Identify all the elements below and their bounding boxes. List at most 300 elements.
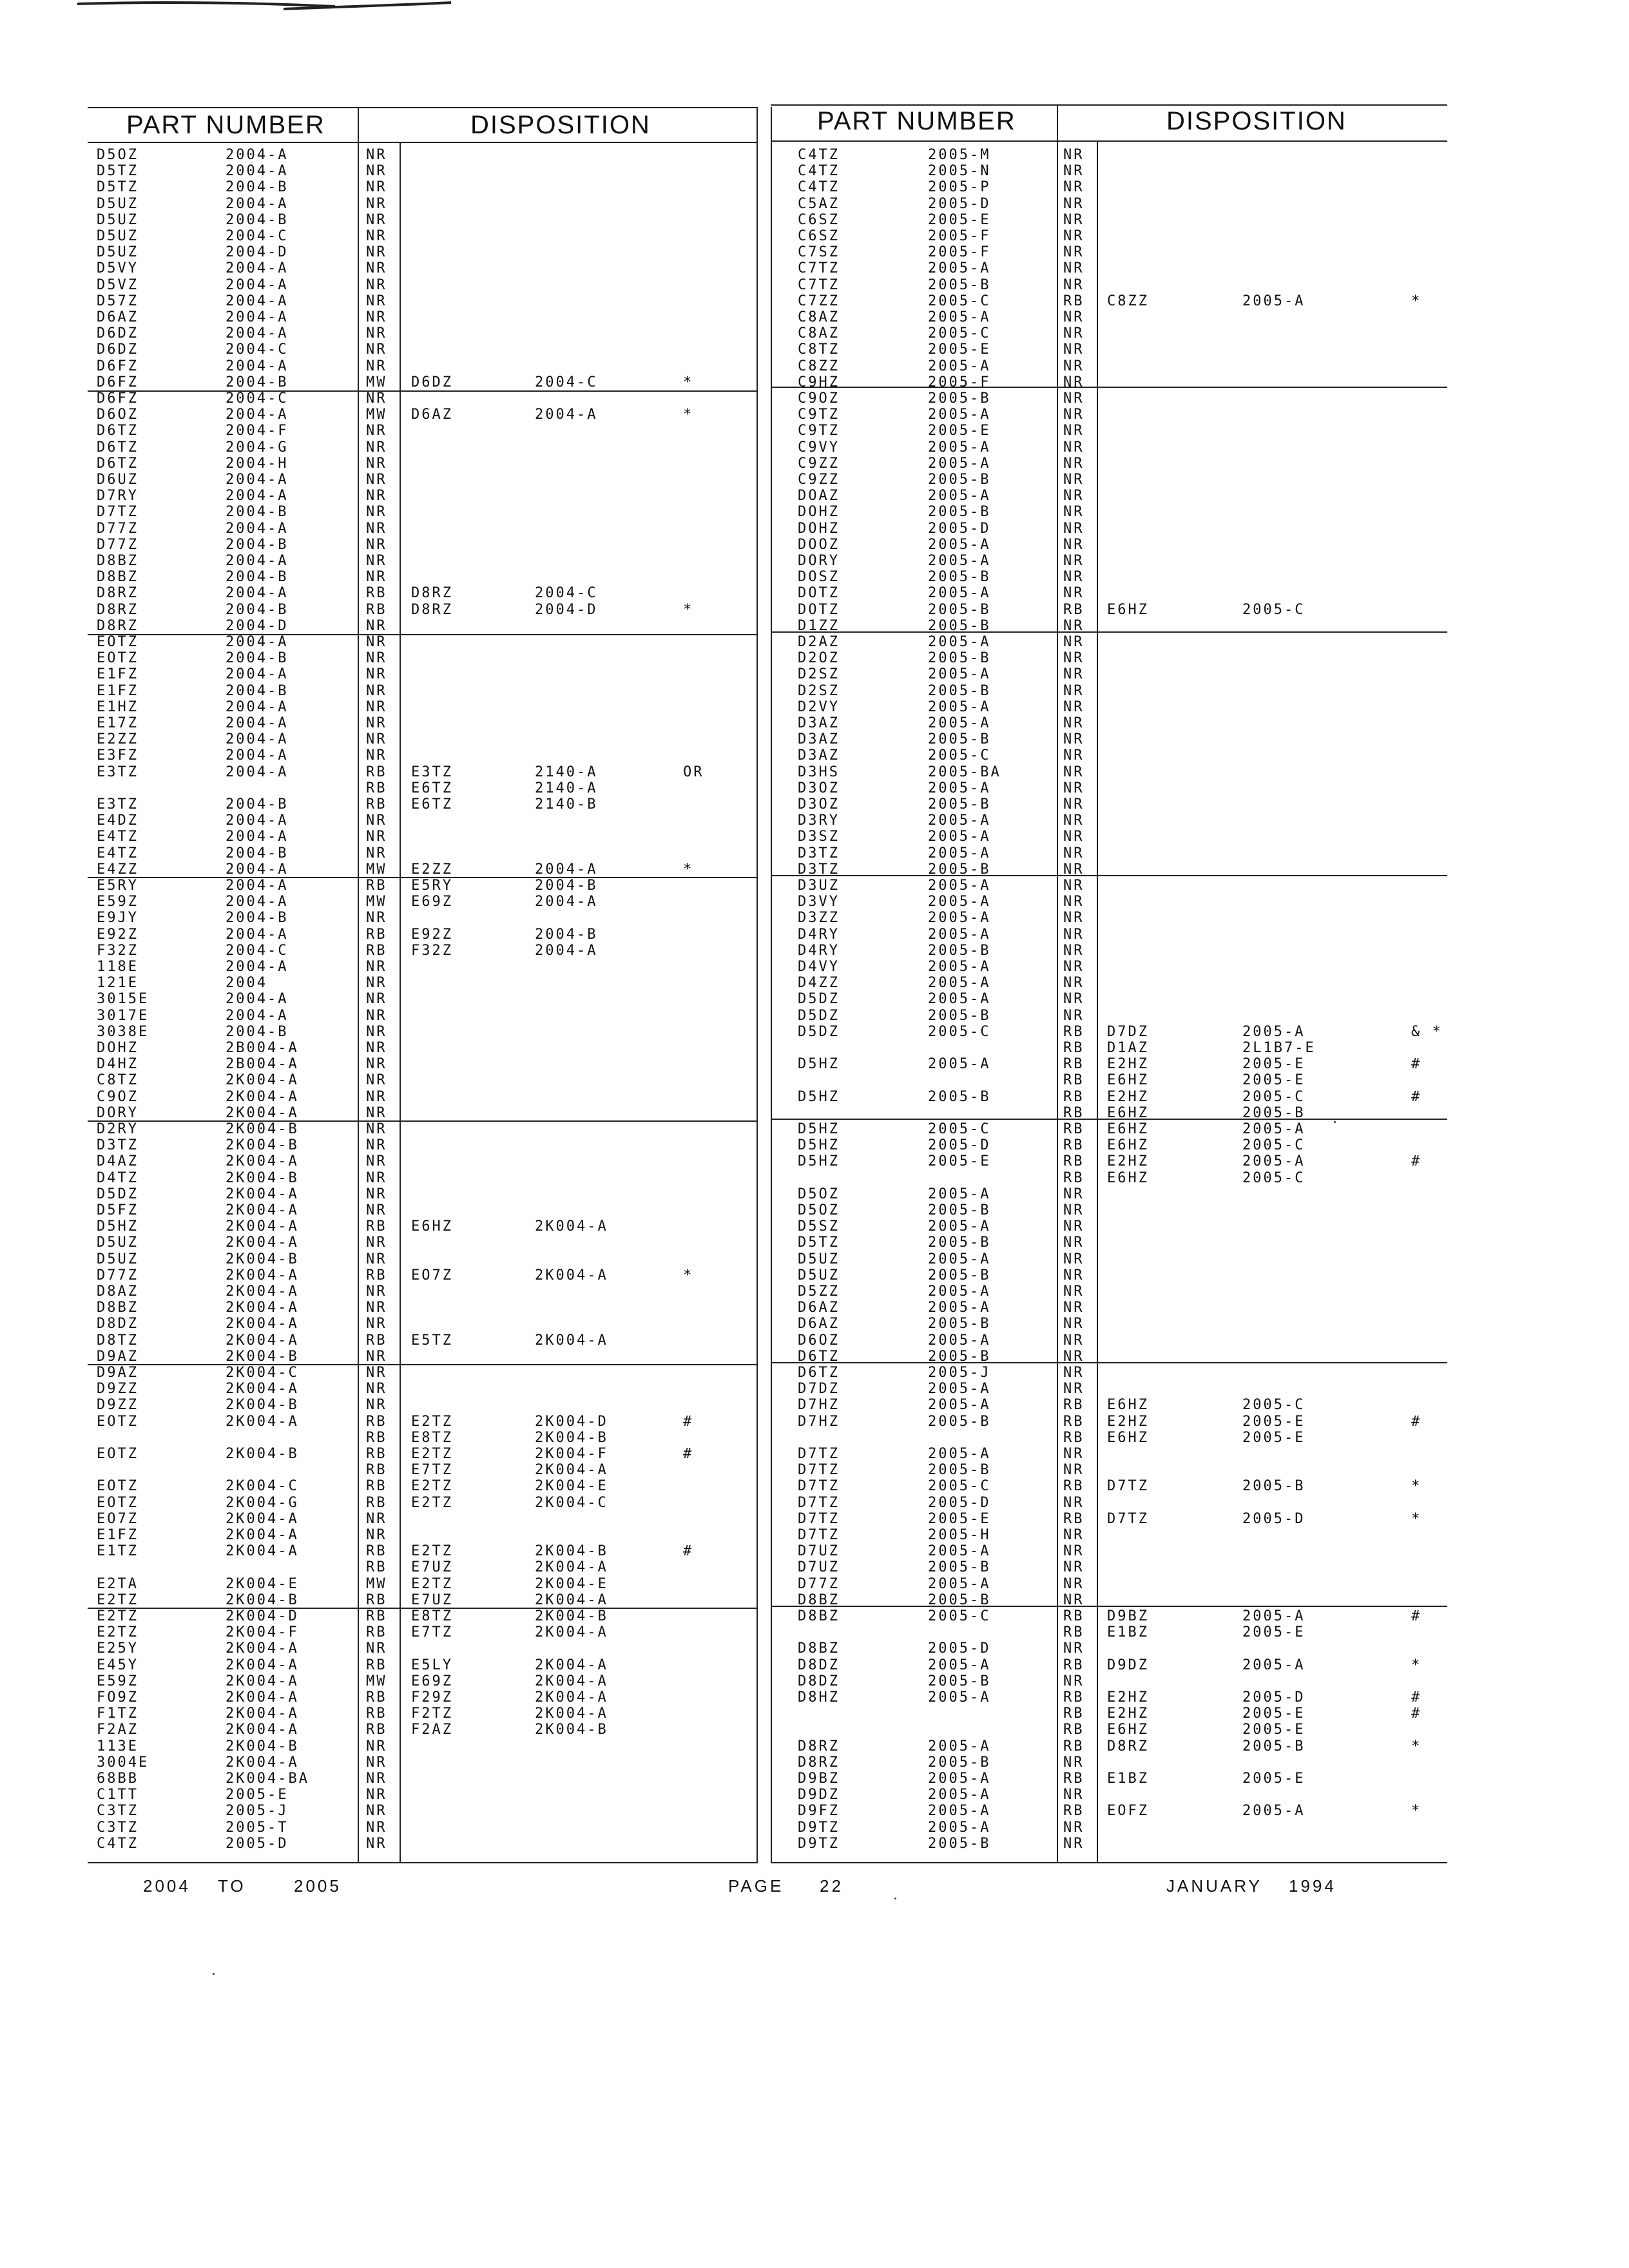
disposition-code: RB	[366, 1429, 387, 1446]
table-row	[773, 1836, 1447, 1852]
part-suffix: 2004-A	[226, 260, 289, 277]
replacement-suffix: 2K004-E	[535, 1478, 608, 1495]
part-prefix: C9ZZ	[798, 455, 840, 472]
disposition-code: NR	[366, 195, 387, 212]
replacement-suffix: 2140-A	[535, 780, 598, 796]
replacement-prefix: E2HZ	[1107, 1689, 1149, 1706]
part-prefix: D3RY	[798, 812, 840, 829]
disposition-code: NR	[1063, 731, 1084, 748]
part-suffix: 2004-A	[226, 959, 289, 975]
table-row	[90, 228, 754, 244]
note-mark: #	[1411, 1088, 1422, 1105]
table-row	[773, 894, 1447, 910]
table-row	[773, 585, 1447, 601]
part-prefix: D6DZ	[97, 325, 139, 342]
part-suffix: 2005-B	[928, 796, 991, 812]
table-row	[773, 1170, 1447, 1186]
disposition-code: NR	[1063, 1316, 1084, 1332]
table-row	[90, 439, 754, 456]
part-prefix: C9HZ	[798, 374, 840, 390]
part-prefix: D8RZ	[97, 585, 139, 602]
part-suffix: 2K004-A	[226, 1673, 299, 1689]
part-prefix: D8DZ	[97, 1316, 139, 1332]
replacement-suffix: 2005-A	[1242, 1608, 1306, 1624]
replacement-prefix: D9BZ	[1107, 1608, 1149, 1624]
table-row	[773, 179, 1447, 195]
table-row	[773, 1446, 1447, 1462]
table-row	[773, 1576, 1447, 1592]
replacement-prefix: D6DZ	[411, 374, 453, 390]
disposition-code: NR	[366, 991, 387, 1008]
part-suffix: 2005-F	[928, 374, 991, 390]
replacement-suffix: 2140-A	[535, 764, 598, 780]
part-suffix: 2005-A	[928, 845, 991, 861]
table-row	[773, 1056, 1447, 1072]
part-suffix: 2005-B	[928, 1754, 991, 1771]
disposition-code: NR	[366, 1137, 387, 1154]
disposition-code: NR	[366, 1381, 387, 1398]
table-row	[90, 683, 754, 699]
table-row	[90, 1267, 754, 1283]
replacement-prefix: E3TZ	[411, 764, 453, 780]
disposition-code: NR	[1063, 747, 1084, 764]
part-suffix: 2K004-E	[226, 1575, 299, 1592]
part-suffix: 2005-A	[928, 407, 991, 423]
part-suffix: 2004-A	[226, 358, 289, 374]
part-prefix: EOTZ	[97, 1478, 139, 1495]
part-prefix: D5UZ	[97, 195, 139, 212]
part-prefix: D9AZ	[97, 1365, 139, 1381]
disposition-code: RB	[1063, 1657, 1084, 1673]
replacement-suffix: 2005-E	[1242, 1706, 1306, 1722]
table-row	[90, 1008, 754, 1024]
part-suffix: 2004-B	[226, 845, 289, 861]
part-suffix: 2005-A	[928, 894, 991, 910]
disposition-code: NR	[366, 975, 387, 992]
table-row	[90, 1251, 754, 1267]
table-row	[773, 1283, 1447, 1300]
table-row	[773, 991, 1447, 1007]
right-table-bottom-rule	[771, 1862, 1447, 1863]
part-prefix: E5RY	[97, 878, 139, 894]
replacement-prefix: EOFZ	[1107, 1803, 1149, 1820]
part-prefix: D8BZ	[97, 1300, 139, 1316]
part-prefix: D9TZ	[798, 1819, 840, 1836]
note-mark: #	[683, 1543, 694, 1560]
footer-page-label: PAGE	[728, 1876, 784, 1896]
part-prefix: C8AZ	[798, 309, 840, 325]
table-row	[90, 1202, 754, 1218]
table-row	[90, 845, 754, 861]
table-row	[773, 423, 1447, 439]
disposition-code: NR	[1063, 472, 1084, 488]
disposition-code: RB	[1063, 1429, 1084, 1446]
table-row	[773, 260, 1447, 276]
table-row	[90, 715, 754, 731]
part-prefix: DOTZ	[798, 585, 840, 602]
table-row	[90, 1381, 754, 1397]
part-prefix: C6SZ	[798, 228, 840, 244]
replacement-prefix: E2TZ	[411, 1413, 453, 1430]
right-part-number-header: PART NUMBER	[817, 107, 1016, 135]
disposition-code: RB	[1063, 1478, 1084, 1495]
table-row	[90, 1121, 754, 1137]
replacement-suffix: 2004-A	[535, 942, 598, 959]
disposition-code: NR	[1063, 1235, 1084, 1251]
footer-page-number: 22	[820, 1876, 843, 1896]
table-row	[773, 147, 1447, 163]
part-prefix: C4TZ	[798, 147, 840, 163]
part-suffix: 2005-B	[928, 942, 991, 959]
part-prefix: C3TZ	[97, 1803, 139, 1820]
part-prefix: D5OZ	[97, 147, 139, 163]
disposition-code: NR	[1063, 325, 1084, 342]
part-prefix: E1FZ	[97, 666, 139, 683]
disposition-code: NR	[1063, 845, 1084, 861]
table-row	[90, 1478, 754, 1494]
table-row	[90, 861, 754, 878]
disposition-code: RB	[366, 1559, 387, 1576]
table-row	[90, 1186, 754, 1202]
part-suffix: 2K004-A	[226, 1104, 299, 1121]
table-row	[773, 1121, 1447, 1137]
part-prefix: D3AZ	[798, 747, 840, 764]
part-prefix: 3017E	[97, 1007, 149, 1024]
replacement-suffix: 2K004-A	[535, 1673, 608, 1689]
part-prefix: D6UZ	[97, 472, 139, 488]
replacement-suffix: 2K004-A	[535, 1559, 608, 1576]
part-suffix: 2005-A	[928, 1332, 991, 1349]
right-table-top-rule	[771, 104, 1447, 106]
part-prefix: D5HZ	[798, 1121, 840, 1137]
part-suffix: 2005-B	[928, 1007, 991, 1024]
disposition-code: NR	[366, 276, 387, 293]
part-suffix: 2005-A	[928, 455, 991, 472]
part-suffix: 2K004-C	[226, 1478, 299, 1495]
table-row	[773, 1267, 1447, 1283]
part-prefix: D5TZ	[97, 179, 139, 196]
disposition-code: NR	[366, 715, 387, 731]
disposition-code: RB	[366, 1218, 387, 1235]
disposition-code: RB	[1063, 1689, 1084, 1706]
table-row	[90, 390, 754, 407]
part-prefix: D57Z	[97, 293, 139, 309]
part-prefix: C9OZ	[798, 390, 840, 407]
part-suffix: 2005-A	[928, 260, 991, 277]
replacement-prefix: E6HZ	[1107, 1169, 1149, 1186]
disposition-code: RB	[366, 585, 387, 602]
part-prefix: E25Y	[97, 1640, 139, 1657]
replacement-suffix: 2005-A	[1242, 1657, 1306, 1673]
disposition-code: NR	[366, 1283, 387, 1300]
disposition-code: MW	[366, 374, 387, 390]
note-mark: #	[683, 1413, 694, 1430]
part-suffix: 2004-B	[226, 536, 289, 553]
table-row	[773, 1803, 1447, 1819]
table-row	[90, 731, 754, 747]
note-mark: *	[1411, 1478, 1422, 1495]
part-suffix: 2004-A	[226, 195, 289, 212]
replacement-prefix: E5RY	[411, 878, 453, 894]
table-row	[773, 634, 1447, 650]
table-row	[773, 1608, 1447, 1624]
table-row	[773, 1511, 1447, 1527]
part-suffix: 2005-A	[928, 553, 991, 569]
part-prefix: D4TZ	[97, 1169, 139, 1186]
disposition-code: NR	[366, 1202, 387, 1218]
part-suffix: 2005-B	[928, 472, 991, 488]
part-prefix: D6OZ	[97, 407, 139, 423]
disposition-code: NR	[1063, 829, 1084, 845]
disposition-code: RB	[1063, 1088, 1084, 1105]
disposition-code: NR	[1063, 1527, 1084, 1543]
part-prefix: D7TZ	[798, 1527, 840, 1543]
table-row	[90, 1462, 754, 1478]
table-row	[90, 423, 754, 439]
part-prefix: D7HZ	[798, 1413, 840, 1430]
table-row	[773, 228, 1447, 244]
disposition-code: MW	[366, 894, 387, 910]
table-row	[773, 764, 1447, 780]
part-suffix: 2004-B	[226, 650, 289, 667]
part-suffix: 2005-C	[928, 325, 991, 342]
note-mark: *	[683, 374, 694, 390]
table-row	[773, 1624, 1447, 1640]
part-suffix: 2005-E	[928, 341, 991, 358]
replacement-prefix: E5LY	[411, 1657, 453, 1673]
part-suffix: 2005-B	[928, 390, 991, 407]
part-suffix: 2005-D	[928, 1137, 991, 1154]
disposition-code: RB	[1063, 1153, 1084, 1170]
part-suffix: 2005-A	[928, 1543, 991, 1560]
part-prefix: D5VZ	[97, 276, 139, 293]
part-prefix: D7DZ	[798, 1381, 840, 1398]
disposition-code: RB	[1063, 1169, 1084, 1186]
table-row	[90, 407, 754, 423]
table-row	[90, 1397, 754, 1413]
part-prefix: D77Z	[97, 520, 139, 537]
part-suffix: 2005-A	[928, 1300, 991, 1316]
disposition-code: NR	[366, 147, 387, 163]
disposition-code: NR	[1063, 228, 1084, 244]
disposition-code: NR	[366, 244, 387, 261]
part-prefix: D3VY	[798, 894, 840, 910]
part-suffix: 2K004-A	[226, 1300, 299, 1316]
part-suffix: 2005-A	[928, 1803, 991, 1820]
part-suffix: 2K004-B	[226, 1738, 299, 1754]
part-suffix: 2004-A	[226, 585, 289, 602]
table-row	[90, 196, 754, 212]
disposition-code: NR	[1063, 520, 1084, 537]
part-suffix: 2004-B	[226, 504, 289, 521]
part-prefix: C8ZZ	[798, 358, 840, 374]
part-suffix: 2004-A	[226, 991, 289, 1008]
footer-year: 1994	[1289, 1876, 1336, 1896]
disposition-code: NR	[1063, 374, 1084, 390]
disposition-code: RB	[1063, 1510, 1084, 1527]
replacement-suffix: 2005-A	[1242, 1121, 1306, 1137]
part-prefix: D5HZ	[798, 1153, 840, 1170]
part-prefix: 3038E	[97, 1023, 149, 1040]
part-suffix: 2004-A	[226, 407, 289, 423]
disposition-code: RB	[366, 1332, 387, 1349]
part-suffix: 2004-B	[226, 569, 289, 586]
part-prefix: D6TZ	[97, 455, 139, 472]
part-prefix: D8RZ	[798, 1738, 840, 1754]
part-prefix: D8AZ	[97, 1283, 139, 1300]
disposition-code: NR	[1063, 1218, 1084, 1235]
table-row	[773, 472, 1447, 488]
part-prefix: D5ZZ	[798, 1283, 840, 1300]
note-mark: #	[1411, 1153, 1422, 1170]
table-row	[90, 1657, 754, 1673]
replacement-prefix: E2TZ	[411, 1478, 453, 1495]
part-prefix: E4ZZ	[97, 861, 139, 878]
disposition-code: NR	[1063, 244, 1084, 261]
disposition-code: NR	[366, 1153, 387, 1170]
disposition-code: NR	[366, 1251, 387, 1267]
table-row	[90, 504, 754, 520]
replacement-suffix: 2K004-C	[535, 1494, 608, 1511]
table-row	[90, 959, 754, 975]
disposition-code: RB	[366, 1543, 387, 1560]
part-suffix: 2005-A	[928, 715, 991, 731]
table-row	[773, 927, 1447, 943]
note-mark: *	[1411, 293, 1422, 309]
disposition-code: NR	[366, 228, 387, 244]
part-prefix: E4TZ	[97, 829, 139, 845]
part-prefix: 113E	[97, 1738, 139, 1754]
table-row	[773, 829, 1447, 845]
part-prefix: DOTZ	[798, 601, 840, 618]
table-row	[90, 163, 754, 179]
disposition-code: NR	[1063, 1543, 1084, 1560]
table-row	[773, 1008, 1447, 1024]
table-row	[773, 618, 1447, 634]
part-prefix: C9ZZ	[798, 472, 840, 488]
part-prefix: D5UZ	[798, 1267, 840, 1283]
replacement-prefix: E2TZ	[411, 1575, 453, 1592]
part-suffix: 2K004-B	[226, 1169, 299, 1186]
disposition-code: RB	[366, 942, 387, 959]
table-row	[773, 1706, 1447, 1722]
replacement-suffix: 2K004-A	[535, 1591, 608, 1608]
disposition-code: NR	[1063, 1186, 1084, 1202]
part-prefix: C4TZ	[798, 179, 840, 196]
table-row	[90, 1803, 754, 1819]
replacement-prefix: E2TZ	[411, 1543, 453, 1560]
disposition-code: RB	[1063, 1771, 1084, 1787]
part-prefix: D5DZ	[798, 991, 840, 1008]
replacement-suffix: 2K004-A	[535, 1462, 608, 1479]
part-suffix: 2005-A	[928, 780, 991, 796]
part-prefix: D5DZ	[798, 1023, 840, 1040]
part-prefix: C8TZ	[798, 341, 840, 358]
table-row	[90, 293, 754, 309]
note-mark: & *	[1411, 1023, 1443, 1040]
part-suffix: 2005-A	[928, 975, 991, 992]
replacement-prefix: E6HZ	[411, 1218, 453, 1235]
table-row	[773, 196, 1447, 212]
table-row	[773, 439, 1447, 456]
part-suffix: 2005-A	[928, 959, 991, 975]
table-row	[90, 1040, 754, 1056]
table-row	[90, 488, 754, 504]
replacement-suffix: 2005-B	[1242, 1478, 1306, 1495]
note-mark: *	[1411, 1510, 1422, 1527]
part-prefix: D5UZ	[97, 1251, 139, 1267]
part-prefix: C8AZ	[798, 325, 840, 342]
table-row	[90, 618, 754, 634]
part-prefix: D8DZ	[798, 1657, 840, 1673]
note-mark: *	[683, 407, 694, 423]
table-row	[773, 1495, 1447, 1511]
disposition-code: NR	[1063, 634, 1084, 650]
disposition-code: NR	[366, 439, 387, 456]
part-suffix: 2K004-B	[226, 1591, 299, 1608]
part-prefix: D9ZZ	[97, 1397, 139, 1414]
table-row	[90, 927, 754, 943]
disposition-code: RB	[1063, 1104, 1084, 1121]
part-prefix: D2SZ	[798, 682, 840, 699]
table-row	[773, 731, 1447, 747]
part-prefix: E2TZ	[97, 1591, 139, 1608]
part-prefix: DOOZ	[798, 536, 840, 553]
part-prefix: D6TZ	[97, 423, 139, 439]
part-prefix: D6TZ	[798, 1365, 840, 1381]
part-suffix: 2005-A	[928, 1819, 991, 1836]
part-prefix: DOHZ	[798, 520, 840, 537]
disposition-code: NR	[366, 829, 387, 845]
table-row	[90, 699, 754, 715]
replacement-suffix: 2004-A	[535, 861, 598, 878]
footer-range-from: 2004	[143, 1876, 191, 1896]
table-row	[773, 1738, 1447, 1754]
part-suffix: 2005-E	[928, 1510, 991, 1527]
part-suffix: 2005-B	[928, 1835, 991, 1852]
disposition-code: NR	[1063, 666, 1084, 683]
disposition-code: NR	[366, 163, 387, 180]
part-prefix: D5OZ	[798, 1202, 840, 1218]
replacement-suffix: 2L1B7-E	[1242, 1040, 1316, 1056]
table-row	[773, 910, 1447, 926]
part-suffix: 2005-C	[928, 1608, 991, 1624]
disposition-code: NR	[1063, 650, 1084, 667]
part-suffix: 2004-A	[226, 309, 289, 325]
table-row	[90, 796, 754, 812]
disposition-code: RB	[366, 1462, 387, 1479]
table-row	[773, 699, 1447, 715]
disposition-code: NR	[1063, 715, 1084, 731]
table-row	[773, 244, 1447, 260]
part-suffix: 2005-A	[928, 1738, 991, 1754]
part-suffix: 2005-A	[928, 439, 991, 456]
part-prefix: D3AZ	[798, 715, 840, 731]
table-row	[773, 1235, 1447, 1251]
table-row	[90, 553, 754, 569]
part-prefix: D3TZ	[798, 861, 840, 878]
disposition-code: RB	[366, 1624, 387, 1641]
part-suffix: 2K004-A	[226, 1283, 299, 1300]
disposition-code: RB	[366, 1478, 387, 1495]
table-row	[773, 861, 1447, 878]
part-prefix: DOHZ	[798, 504, 840, 521]
part-prefix: C7TZ	[798, 276, 840, 293]
table-row	[773, 1462, 1447, 1478]
part-suffix: 2004-A	[226, 488, 289, 505]
disposition-code: NR	[366, 1235, 387, 1251]
part-suffix: 2K004-A	[226, 1218, 299, 1235]
